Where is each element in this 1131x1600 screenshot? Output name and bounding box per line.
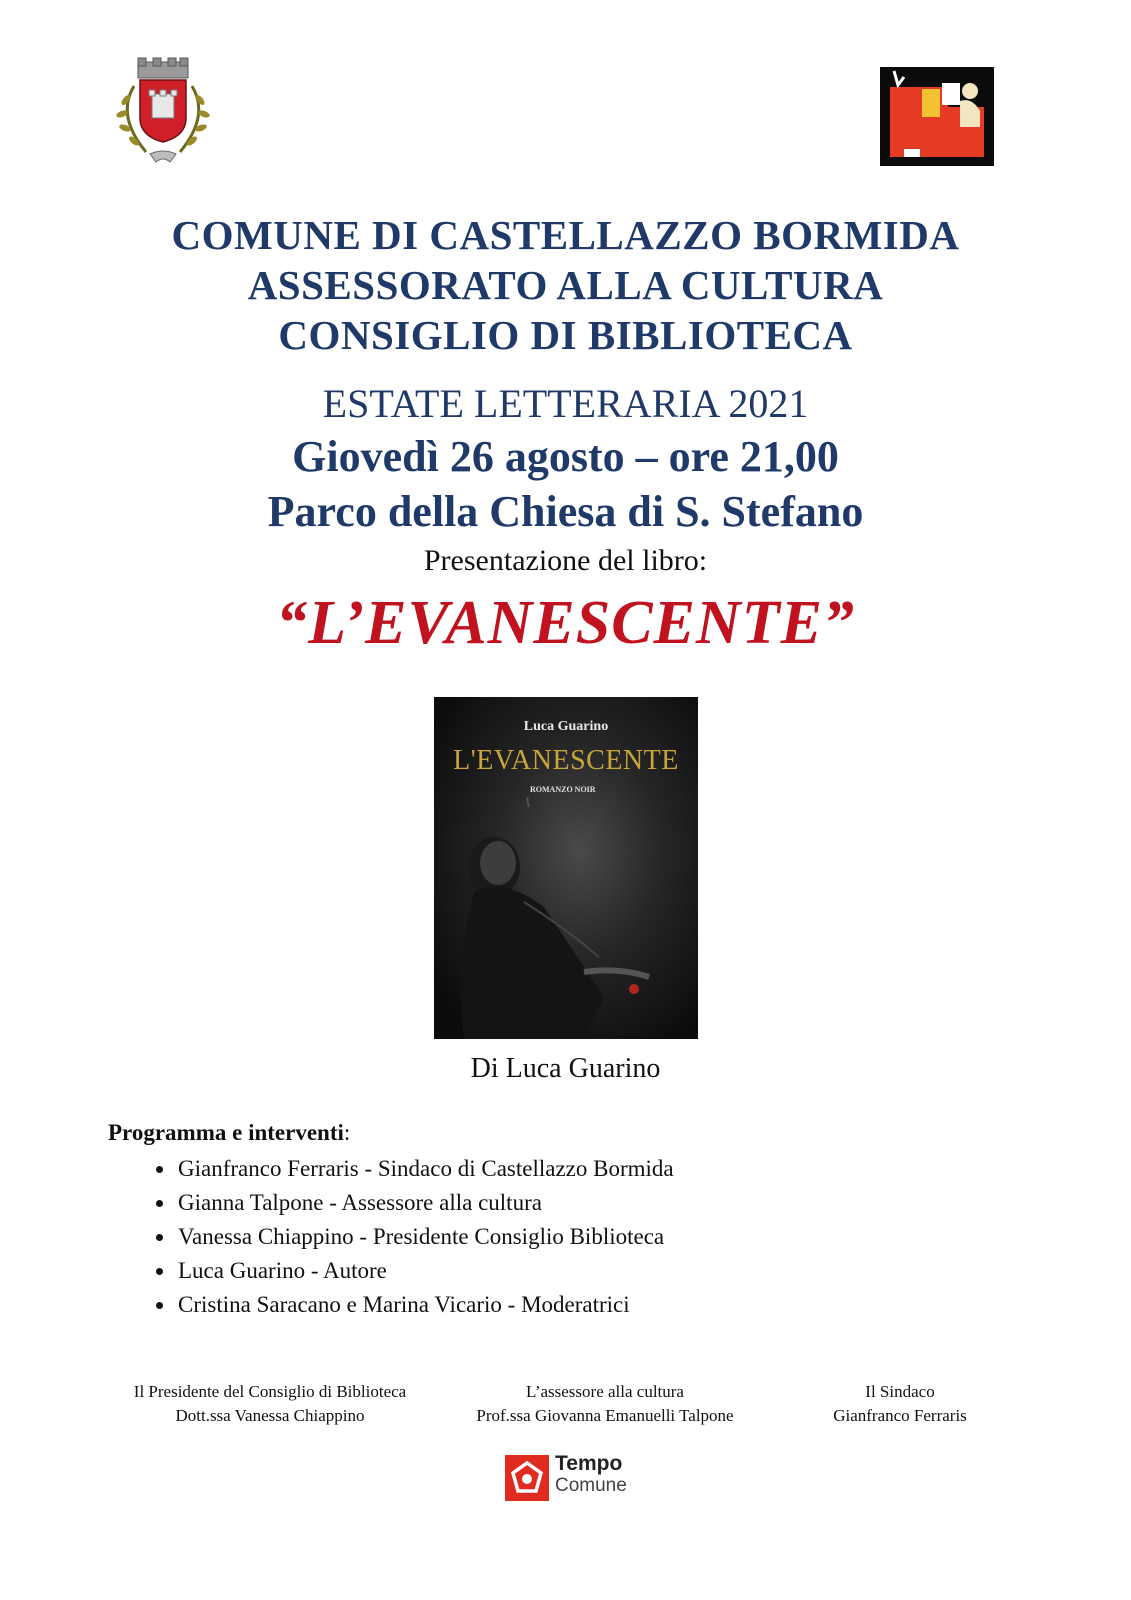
tempo-comune-word-2: Comune xyxy=(555,1475,627,1496)
signature-role: Il Sindaco xyxy=(865,1382,935,1401)
event-venue: Parco della Chiesa di S. Stefano xyxy=(267,487,864,536)
org-line-library-council: CONSIGLIO DI BIBLIOTECA xyxy=(278,312,853,358)
tempo-comune-word-1: Tempo xyxy=(555,1452,623,1475)
municipal-coat-of-arms-logo xyxy=(108,56,218,168)
list-item: • Vanessa Chiappino - Presidente Consiglio Biblioteca xyxy=(176,1220,674,1254)
book-title-heading: “L’EVANESCENTE” xyxy=(276,589,855,657)
book-author-byline: Di Luca Guarino xyxy=(470,1053,661,1084)
tempo-comune-icon xyxy=(505,1455,549,1501)
book-cover-image xyxy=(434,697,698,1039)
signature-library-president xyxy=(100,1380,440,1428)
cover-author: Luca Guarino xyxy=(523,719,609,734)
program-heading xyxy=(108,1120,350,1146)
event-series-title: ESTATE LETTERARIA 2021 xyxy=(322,381,809,426)
cover-genre: ROMANZO NOIR xyxy=(530,785,596,794)
signature-role: Il Presidente del Consiglio di Biblioteca xyxy=(133,1382,407,1401)
list-item: • Gianfranco Ferraris - Sindaco di Castellazzo Bormida xyxy=(176,1152,674,1186)
org-line-municipality: COMUNE DI CASTELLAZZO BORMIDA xyxy=(171,212,960,258)
tempo-comune-logo xyxy=(505,1452,645,1503)
library-logo xyxy=(880,67,994,166)
presentation-label: Presentazione del libro: xyxy=(423,544,708,577)
program-speakers-list xyxy=(108,1152,674,1322)
signature-mayor xyxy=(800,1380,1000,1428)
signature-name: Gianfranco Ferraris xyxy=(833,1406,967,1425)
signature-name: Prof.ssa Giovanna Emanuelli Talpone xyxy=(476,1406,734,1425)
signature-role: L’assessore alla cultura xyxy=(526,1382,684,1401)
signature-name: Dott.ssa Vanessa Chiappino xyxy=(175,1406,365,1425)
list-item: • Cristina Saracano e Marina Vicario - Moderatrici xyxy=(176,1288,674,1322)
cover-figure-illustration xyxy=(434,797,698,1039)
org-line-department: ASSESSORATO ALLA CULTURA xyxy=(247,262,884,308)
signature-culture-assessor xyxy=(440,1380,770,1428)
program-heading-colon: : xyxy=(343,1120,351,1145)
list-item: • Gianna Talpone - Assessore alla cultura xyxy=(176,1186,674,1220)
cover-title: L'EVANESCENTE xyxy=(453,745,679,776)
event-date-time: Giovedì 26 agosto – ore 21,00 xyxy=(292,432,839,481)
program-heading-text: Programma e interventi xyxy=(108,1120,344,1145)
list-item: • Luca Guarino - Autore xyxy=(176,1254,674,1288)
